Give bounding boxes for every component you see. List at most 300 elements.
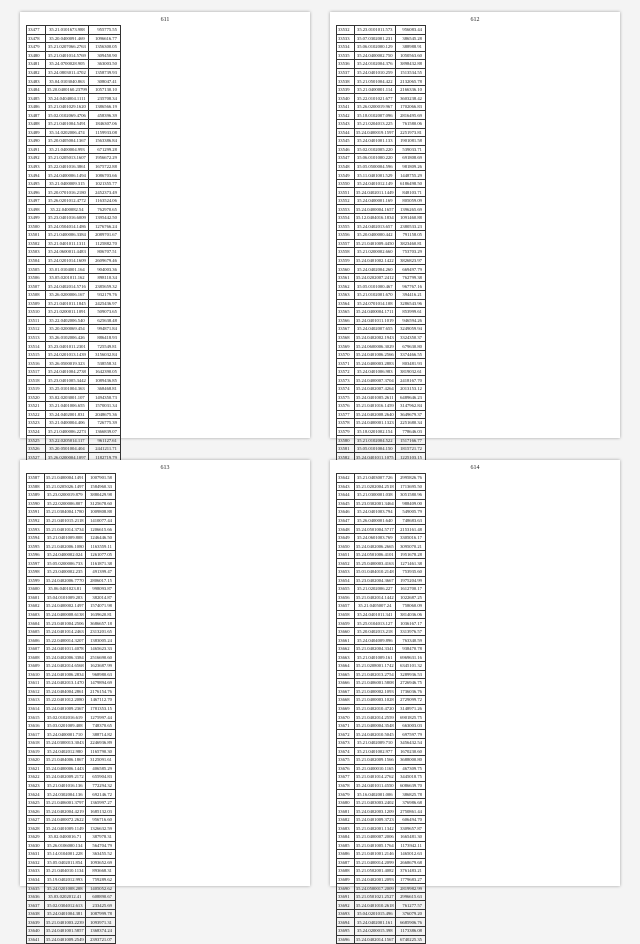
row-number-cell: 33557 bbox=[337, 239, 355, 248]
row-number-cell: 33534 bbox=[337, 43, 355, 52]
amount-cell: 1665481.30 bbox=[395, 832, 425, 841]
code-cell: 35.24.0404009.896 bbox=[354, 636, 395, 645]
row-number-cell: 33642 bbox=[337, 474, 355, 483]
code-cell: 35.20.0400160.23799 bbox=[46, 87, 87, 93]
table-row bbox=[27, 747, 116, 756]
code-cell: 35.24.0400008.6138 bbox=[45, 612, 84, 618]
amount-cell: 1494350.73 bbox=[88, 393, 120, 402]
table-row bbox=[27, 188, 121, 197]
table-row bbox=[337, 773, 426, 782]
table-row bbox=[27, 798, 116, 807]
table-row bbox=[27, 662, 116, 671]
amount-cell: 1246446.50 bbox=[85, 533, 115, 542]
row-number-cell: 33565 bbox=[337, 308, 355, 317]
code-cell: 35.02.0304012.613 bbox=[44, 901, 85, 910]
amount-cell: 6969631.16 bbox=[395, 653, 425, 662]
table-row bbox=[27, 559, 116, 568]
table-row bbox=[337, 568, 426, 577]
code-cell: 35.21.0402009.1566 bbox=[355, 757, 394, 763]
row-number-cell: 33520 bbox=[27, 393, 46, 402]
code-cell: 35.24.0400072.2622 bbox=[45, 817, 84, 823]
amount-cell: 1574071.98 bbox=[85, 602, 115, 611]
page-612 bbox=[330, 12, 620, 460]
amount-cell: 932179.76 bbox=[88, 290, 120, 299]
row-number-cell: 33685 bbox=[337, 841, 355, 850]
table-row bbox=[27, 858, 116, 867]
table-row bbox=[337, 738, 426, 747]
amount-cell: 1093652.69 bbox=[85, 858, 115, 867]
amount-cell: 363455.52 bbox=[85, 850, 115, 859]
amount-cell: 998093.87 bbox=[85, 585, 115, 594]
code-cell: 35.22.0101021.677 bbox=[354, 94, 395, 103]
amount-cell: 382014.87 bbox=[85, 593, 115, 602]
code-cell: 35.21.0404010.1134 bbox=[45, 868, 84, 874]
code-cell: 35.24.0401010.2618 bbox=[355, 902, 394, 908]
table-row bbox=[337, 367, 426, 376]
table-row bbox=[337, 265, 426, 274]
table-row bbox=[27, 627, 116, 636]
row-number-cell: 33654 bbox=[337, 576, 355, 585]
table-row bbox=[27, 410, 121, 419]
code-cell: 35.21.0202006.227 bbox=[354, 585, 395, 594]
code-cell: 35.24.0402003.1209 bbox=[355, 808, 394, 814]
table-row bbox=[337, 128, 426, 137]
table-row bbox=[337, 205, 426, 214]
code-cell: 35.24.0400019.1597 bbox=[355, 129, 394, 135]
row-number-cell: 33672 bbox=[337, 730, 355, 739]
row-number-cell: 33660 bbox=[337, 627, 355, 636]
code-cell: 35.24.0400004.1711 bbox=[355, 309, 394, 315]
code-cell: 35.24.0201008.208 bbox=[44, 884, 85, 893]
amount-cell: 1365997.27 bbox=[85, 798, 115, 807]
table-row bbox=[27, 393, 121, 402]
row-number-cell: 33593 bbox=[27, 525, 45, 534]
table-row bbox=[27, 602, 116, 611]
table-row bbox=[27, 179, 121, 188]
amount-cell: 2806017.15 bbox=[85, 576, 115, 585]
amount-cell: 805059.09 bbox=[395, 196, 425, 205]
table-row bbox=[27, 918, 116, 927]
code-cell: 35.22.0200006.807 bbox=[44, 499, 85, 508]
row-number-cell: 33482 bbox=[27, 68, 46, 77]
amount-cell: 2013153.12 bbox=[395, 384, 425, 393]
row-number-cell: 33575 bbox=[337, 393, 355, 402]
code-cell: 35.21.0401029.1620 bbox=[45, 102, 88, 111]
row-number-cell: 33502 bbox=[27, 239, 46, 248]
table-row bbox=[27, 773, 116, 782]
table-row bbox=[337, 60, 426, 69]
code-cell: 35.03.0201009.408 bbox=[44, 721, 85, 730]
table-row bbox=[337, 68, 426, 77]
code-cell: 35.05.0101004.150 bbox=[354, 444, 395, 453]
amount-cell: 1405052.62 bbox=[85, 884, 115, 893]
table-row bbox=[337, 384, 426, 393]
code-cell: 35.24.0400004.1657 bbox=[355, 206, 394, 212]
table-row bbox=[27, 154, 121, 163]
row-number-cell: 33486 bbox=[27, 102, 46, 111]
table-row bbox=[27, 909, 116, 918]
code-cell: 35.20.0405004.1367 bbox=[45, 137, 88, 146]
amount-cell: 1161871.38 bbox=[85, 559, 115, 568]
code-cell: 35.24.0402011.1449 bbox=[355, 189, 394, 195]
row-number-cell: 33498 bbox=[27, 205, 46, 214]
row-number-cell: 33581 bbox=[337, 444, 355, 453]
row-number-cell: 33630 bbox=[27, 841, 45, 850]
amount-cell: 1358739.93 bbox=[88, 68, 120, 77]
row-number-cell: 33614 bbox=[27, 704, 45, 713]
row-number-cell: 33516 bbox=[27, 359, 46, 368]
code-cell: 35.18.0201002.154 bbox=[354, 427, 395, 436]
row-number-cell: 33536 bbox=[337, 60, 355, 69]
code-cell: 35.02.0102069.4706 bbox=[45, 111, 88, 120]
data-table bbox=[336, 25, 426, 496]
table-row bbox=[27, 342, 121, 351]
row-number-cell: 33680 bbox=[337, 798, 355, 807]
row-number-cell: 33623 bbox=[27, 781, 45, 790]
table-row bbox=[27, 51, 121, 60]
code-cell: 35.21.0205026.1497 bbox=[45, 483, 84, 489]
amount-cell: 2251973.81 bbox=[395, 128, 425, 137]
code-cell: 35.07.0302001.231 bbox=[354, 34, 395, 43]
amount-cell: 3305016.17 bbox=[395, 533, 425, 542]
row-number-cell: 33556 bbox=[337, 231, 355, 240]
amount-cell: 376986.68 bbox=[395, 798, 425, 807]
row-number-cell: 33597 bbox=[27, 559, 45, 568]
amount-cell: 2089701.67 bbox=[88, 231, 120, 240]
row-number-cell: 33590 bbox=[27, 499, 45, 508]
table-row bbox=[337, 282, 426, 291]
row-number-cell: 33639 bbox=[27, 918, 45, 927]
amount-cell: 3095070.21 bbox=[395, 542, 425, 551]
amount-cell: 2251680.34 bbox=[395, 419, 425, 428]
table-row bbox=[337, 807, 426, 816]
amount-cell: 6901825.75 bbox=[395, 713, 425, 722]
amount-cell: 388714.82 bbox=[85, 730, 115, 739]
row-number-cell: 33563 bbox=[337, 290, 355, 299]
amount-cell: 2393721.07 bbox=[85, 935, 115, 944]
amount-cell: 691808.69 bbox=[395, 154, 425, 163]
row-number-cell: 33591 bbox=[27, 508, 45, 517]
amount-cell: 6740225.35 bbox=[395, 935, 425, 944]
amount-cell: 758060.09 bbox=[395, 602, 425, 611]
table-row bbox=[27, 384, 121, 393]
code-cell: 35.21.0401009.4450 bbox=[355, 240, 394, 246]
amount-cell: 1173386.08 bbox=[395, 926, 425, 935]
table-row bbox=[337, 145, 426, 154]
table-row bbox=[337, 687, 426, 696]
table-row bbox=[27, 34, 121, 43]
amount-cell: 2996615.63 bbox=[395, 892, 425, 901]
code-cell: 35.20.0501004.404 bbox=[45, 444, 88, 453]
amount-cell: 1702066.83 bbox=[395, 102, 425, 111]
row-number-cell: 33555 bbox=[337, 222, 355, 231]
table-row bbox=[337, 474, 426, 483]
table-row bbox=[27, 239, 121, 248]
code-cell: 35.21.0401014.5769 bbox=[45, 51, 88, 60]
code-cell: 35.24.0401011.1075 bbox=[355, 454, 394, 460]
code-cell: 35.24.0402006.3384 bbox=[45, 654, 84, 660]
table-row bbox=[337, 525, 426, 534]
row-number-cell: 33566 bbox=[337, 316, 355, 325]
table-row bbox=[337, 111, 426, 120]
table-row bbox=[27, 231, 121, 240]
table-row bbox=[337, 359, 426, 368]
code-cell: 35.21.0402006.1080 bbox=[45, 543, 84, 549]
code-cell: 35.04.0201015.496 bbox=[354, 909, 395, 918]
amount-cell: 3456432.54 bbox=[395, 738, 425, 747]
code-cell: 35.24.0401004.381 bbox=[44, 909, 85, 918]
amount-cell: 1182719.79 bbox=[88, 453, 120, 462]
row-number-cell: 33651 bbox=[337, 550, 355, 559]
table-row bbox=[27, 687, 116, 696]
row-number-cell: 33571 bbox=[337, 359, 355, 368]
amount-cell: 1163559.11 bbox=[85, 542, 115, 551]
table-row bbox=[27, 299, 121, 308]
code-cell: 35.21.0401004.5491 bbox=[45, 120, 88, 129]
table-row bbox=[337, 482, 426, 491]
code-cell: 35.26.0102006.426 bbox=[45, 333, 88, 342]
code-cell: 35.21.0204013.225 bbox=[354, 120, 395, 129]
code-cell: 35.24.0402004.4219 bbox=[45, 808, 84, 814]
table-row bbox=[337, 239, 426, 248]
code-cell: 35.21.0300001.038 bbox=[354, 491, 395, 500]
row-number-cell: 33484 bbox=[27, 85, 46, 94]
amount-cell: 1448755.29 bbox=[395, 171, 425, 180]
amount-cell: 1163524.06 bbox=[88, 196, 120, 205]
amount-cell: 538558.31 bbox=[88, 359, 120, 368]
amount-cell: 606494.70 bbox=[395, 815, 425, 824]
table-row bbox=[27, 807, 116, 816]
code-cell: 35.21.0200011.1091 bbox=[45, 308, 88, 317]
row-number-cell: 33659 bbox=[337, 619, 355, 628]
code-cell: 35.21.0401015.2118 bbox=[45, 518, 84, 523]
table-row bbox=[337, 273, 426, 282]
row-number-cell: 33678 bbox=[337, 781, 355, 790]
amount-cell: 386825.78 bbox=[395, 790, 425, 799]
table-row bbox=[337, 926, 426, 935]
row-number-cell: 33664 bbox=[337, 662, 355, 671]
code-cell: 35.24.0401014.2463 bbox=[45, 629, 84, 635]
row-number-cell: 33645 bbox=[337, 499, 355, 508]
amount-cell: 394416.21 bbox=[395, 290, 425, 299]
code-cell: 35.01.0404010.2148 bbox=[355, 569, 394, 575]
table-row bbox=[27, 85, 121, 94]
code-cell: 35.24.0402001.161 bbox=[354, 918, 395, 927]
table-row bbox=[27, 764, 116, 773]
row-number-cell: 33627 bbox=[27, 815, 45, 824]
row-number-cell: 33521 bbox=[27, 402, 46, 411]
row-number-cell: 33485 bbox=[27, 94, 46, 103]
table-row bbox=[27, 325, 121, 334]
code-cell: 35.24.0200015.398 bbox=[354, 926, 395, 935]
amount-cell: 1479894.69 bbox=[85, 679, 115, 688]
code-cell: 35.24.0404004.2861 bbox=[45, 688, 84, 694]
row-number-cell: 33696 bbox=[337, 935, 355, 944]
amount-cell: 1736036.76 bbox=[395, 687, 425, 696]
amount-cell: 772294.32 bbox=[85, 781, 115, 790]
amount-cell: 3051580.96 bbox=[395, 491, 425, 500]
amount-cell: 6489646.23 bbox=[395, 393, 425, 402]
row-number-cell: 33641 bbox=[27, 935, 45, 944]
amount-cell: 1975204.99 bbox=[395, 576, 425, 585]
table-row bbox=[337, 892, 426, 901]
table-row bbox=[337, 533, 426, 542]
amount-cell: 2726946.75 bbox=[395, 679, 425, 688]
amount-cell: 1165790.30 bbox=[85, 747, 115, 756]
row-number-cell: 33603 bbox=[27, 610, 45, 619]
row-number-cell: 33677 bbox=[337, 773, 355, 782]
row-number-cell: 33601 bbox=[27, 593, 45, 602]
row-number-cell: 33544 bbox=[337, 128, 355, 137]
table-row bbox=[337, 419, 426, 428]
row-number-cell: 33573 bbox=[337, 376, 355, 385]
code-cell: 35.24.0402014.1567 bbox=[355, 936, 394, 942]
row-number-cell: 33504 bbox=[27, 256, 46, 265]
page-number: 612 bbox=[470, 17, 480, 23]
amount-cell: 2819982.99 bbox=[395, 884, 425, 893]
table-row bbox=[27, 738, 116, 747]
row-number-cell: 33527 bbox=[27, 453, 46, 462]
table-row bbox=[27, 68, 121, 77]
table-row bbox=[337, 516, 426, 525]
code-cell: 35.21.0401002.977 bbox=[354, 747, 395, 756]
page-number: 613 bbox=[160, 465, 170, 471]
table-row bbox=[27, 619, 116, 628]
table-row bbox=[337, 508, 426, 517]
code-cell: 35.24.0402013.1470 bbox=[45, 680, 84, 686]
table-row bbox=[337, 436, 426, 445]
table-row bbox=[337, 427, 426, 436]
row-number-cell: 33488 bbox=[27, 120, 46, 129]
table-row bbox=[27, 585, 116, 594]
code-cell: 35.05.0200006.733 bbox=[44, 559, 85, 568]
amount-cell: 1396265.69 bbox=[395, 205, 425, 214]
table-row bbox=[337, 499, 426, 508]
row-number-cell: 33679 bbox=[337, 790, 355, 799]
row-number-cell: 33560 bbox=[337, 265, 355, 274]
row-number-cell: 33625 bbox=[27, 798, 45, 807]
code-cell: 35.26.0200019.967 bbox=[354, 102, 395, 111]
code-cell: 35.21.0400010.1165 bbox=[355, 765, 394, 771]
code-cell: 35.24.0401009.2367 bbox=[45, 706, 84, 712]
code-cell: 35.21.0401001.2146 bbox=[355, 851, 394, 857]
table-row bbox=[27, 482, 116, 491]
row-number-cell: 33494 bbox=[27, 171, 46, 180]
code-cell: 35.21.0402013.2754 bbox=[355, 671, 394, 677]
table-row bbox=[337, 909, 426, 918]
amount-cell: 1570031.34 bbox=[88, 402, 120, 411]
code-cell: 35.24.0401009.2549 bbox=[45, 936, 84, 942]
table-row bbox=[27, 248, 121, 257]
row-number-cell: 33489 bbox=[27, 128, 46, 137]
amount-cell: 1563386.84 bbox=[88, 137, 120, 146]
table-row bbox=[27, 282, 121, 291]
code-cell: 35.23.0401016.6009 bbox=[45, 214, 88, 223]
amount-cell: 3688000.80 bbox=[395, 756, 425, 765]
row-number-cell: 33552 bbox=[337, 196, 355, 205]
table-row bbox=[27, 427, 121, 436]
table-row bbox=[337, 867, 426, 876]
code-cell: 35.22.0400014.3207 bbox=[45, 637, 84, 643]
table-row bbox=[337, 342, 426, 351]
code-cell: 35.19.0402012.993 bbox=[44, 875, 85, 884]
code-cell: 35.21.0400001.114 bbox=[354, 85, 395, 94]
row-number-cell: 33576 bbox=[337, 402, 355, 411]
row-number-cell: 33499 bbox=[27, 214, 46, 223]
row-number-cell: 33643 bbox=[337, 482, 355, 491]
code-cell: 35.21.0404006.1867 bbox=[45, 757, 84, 763]
amount-cell: 1642390.05 bbox=[88, 367, 120, 376]
table-row bbox=[337, 179, 426, 188]
table-row bbox=[337, 402, 426, 411]
code-cell: 35.14.0202006.474 bbox=[45, 128, 88, 137]
table-row bbox=[27, 525, 116, 534]
row-number-cell: 33649 bbox=[337, 533, 355, 542]
row-number-cell: 33602 bbox=[27, 602, 45, 611]
amount-cell: 1846307.06 bbox=[88, 120, 120, 129]
table-row bbox=[27, 308, 121, 317]
row-number-cell: 33653 bbox=[337, 568, 355, 577]
amount-cell: 3289936.53 bbox=[395, 670, 425, 679]
row-number-cell: 33496 bbox=[27, 188, 46, 197]
row-number-cell: 33668 bbox=[337, 696, 355, 705]
row-number-cell: 33574 bbox=[337, 384, 355, 393]
amount-cell: 806707.51 bbox=[88, 248, 120, 257]
code-cell: 35.24.0402009.2172 bbox=[45, 774, 84, 780]
row-number-cell: 33626 bbox=[27, 807, 45, 816]
table-row bbox=[337, 662, 426, 671]
code-cell: 35.24.0401001.133 bbox=[354, 137, 395, 146]
code-cell: 35.24.0402012.980 bbox=[44, 747, 85, 756]
amount-cell: 387978.31 bbox=[85, 832, 115, 841]
table-row bbox=[27, 875, 116, 884]
code-cell: 35.24.0401009.1149 bbox=[45, 825, 84, 831]
amount-cell: 1781353.15 bbox=[85, 704, 115, 713]
row-number-cell: 33492 bbox=[27, 154, 46, 163]
row-number-cell: 33578 bbox=[337, 419, 355, 428]
row-number-cell: 33477 bbox=[27, 26, 46, 35]
code-cell: 35.21.0501021.2527 bbox=[355, 894, 394, 900]
table-row bbox=[337, 619, 426, 628]
code-cell: 35.21.0402004.3341 bbox=[355, 646, 394, 652]
amount-cell: 1623687.99 bbox=[85, 662, 115, 671]
table-row bbox=[337, 918, 426, 927]
code-cell: 35.26.0500019.323 bbox=[45, 359, 88, 368]
amount-cell: 967767.16 bbox=[395, 282, 425, 291]
table-row bbox=[27, 636, 116, 645]
amount-cell: 1356300.05 bbox=[88, 43, 120, 52]
table-row bbox=[337, 214, 426, 223]
code-cell: 35.24.0701014.108 bbox=[354, 299, 395, 308]
code-cell: 35.02.0203001.107 bbox=[45, 393, 88, 402]
row-number-cell: 33518 bbox=[27, 376, 46, 385]
amount-cell: 748370.65 bbox=[85, 721, 115, 730]
amount-cell: 1368374.24 bbox=[85, 926, 115, 935]
amount-cell: 3823460.81 bbox=[395, 239, 425, 248]
amount-cell: 1091460.88 bbox=[395, 214, 425, 223]
row-number-cell: 33577 bbox=[337, 410, 355, 419]
amount-cell: 406585.29 bbox=[85, 764, 115, 773]
row-number-cell: 33543 bbox=[337, 120, 355, 129]
table-row bbox=[337, 935, 426, 944]
code-cell: 35.24.0700028.905 bbox=[45, 60, 88, 69]
amount-cell: 759289.62 bbox=[85, 875, 115, 884]
code-cell: 35.23.0401005.3442 bbox=[45, 376, 88, 385]
row-number-cell: 33636 bbox=[27, 892, 45, 901]
code-cell: 35.23.0302001.3464 bbox=[355, 500, 394, 506]
table-row bbox=[27, 137, 121, 146]
amount-cell: 1089436.85 bbox=[88, 376, 120, 385]
